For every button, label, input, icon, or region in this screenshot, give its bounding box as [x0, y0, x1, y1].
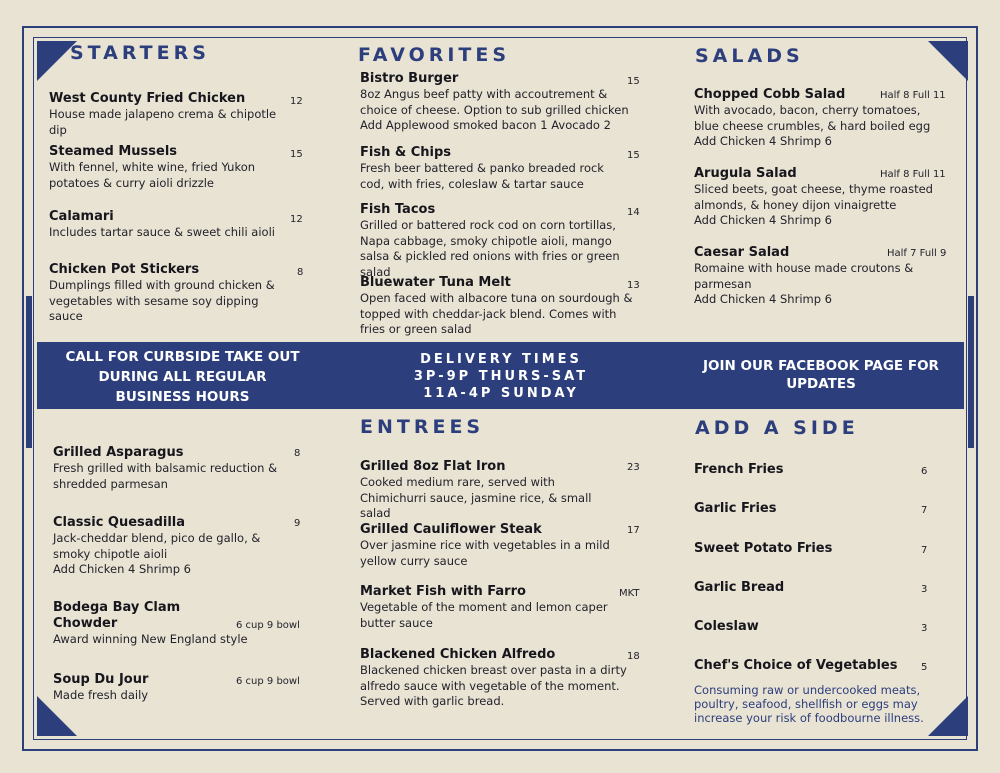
item-description: Made fresh daily [53, 688, 149, 702]
food-safety-disclaimer: Consuming raw or undercooked meats, poultry, seafood, shellfish or eggs may increase your risk of foodbourne illness. [694, 683, 924, 725]
item-price: 13 [627, 280, 640, 291]
item-name: Bluewater Tuna Melt [360, 275, 511, 290]
item-description: Sliced beets, goat cheese, thyme roasted almonds, & honey dijon vinaigrette [694, 182, 933, 212]
menu-item [360, 275, 635, 338]
item-addon: Add Chicken 4 Shrimp 6 [694, 292, 832, 306]
item-price: 15 [627, 150, 640, 161]
item-description: Blackened chicken breast over pasta in a dirty alfredo sauce with vegetable of the moment. Served with garlic bread. [360, 663, 627, 708]
menu-item [49, 91, 289, 138]
item-description: Romaine with house made croutons & parmesan [694, 261, 914, 291]
item-price: MKT [619, 588, 640, 599]
side-name: Coleslaw [694, 619, 759, 634]
item-description: Award winning New England style [53, 632, 248, 646]
item-price: 6 cup 9 bowl [236, 620, 300, 631]
item-description: Fresh beer battered & panko breaded rock cod, with fries, coleslaw & tartar sauce [360, 161, 604, 191]
menu-item [360, 145, 622, 192]
left-rail [26, 296, 32, 448]
item-description: Dumplings filled with ground chicken & vegetables with sesame soy dipping sauce [49, 278, 275, 323]
item-name: Fish Tacos [360, 202, 436, 217]
item-price: 12 [290, 214, 303, 225]
item-addon: Add Chicken 4 Shrimp 6 [694, 213, 832, 227]
item-description: Open faced with albacore tuna on sourdough & topped with cheddar-jack blend. Comes with fries or green salad [360, 291, 633, 336]
item-name: Bodega Bay Clam Chowder [53, 600, 181, 631]
menu-item [49, 262, 289, 325]
item-name: Classic Quesadilla [53, 515, 186, 530]
item-price: 17 [627, 525, 640, 536]
menu-item [360, 71, 636, 134]
item-price: Half 8 Full 11 [880, 90, 946, 101]
item-price: Half 7 Full 9 [887, 248, 947, 259]
item-price: 18 [627, 651, 640, 662]
side-price: 3 [921, 623, 928, 634]
menu-item [53, 672, 233, 704]
item-price: 14 [627, 207, 640, 218]
menu-item [360, 522, 628, 569]
menu-item [49, 144, 295, 191]
item-name: Grilled Cauliflower Steak [360, 522, 542, 537]
menu-item [360, 202, 640, 280]
corner-ornament-top-right [928, 41, 968, 81]
side-price: 7 [921, 545, 928, 556]
menu-item [360, 459, 622, 522]
item-description: With avocado, bacon, cherry tomatoes, blue cheese crumbles, & hard boiled egg [694, 103, 931, 133]
item-price: 15 [290, 149, 303, 160]
item-description: Fresh grilled with balsamic reduction & shredded parmesan [53, 461, 278, 491]
item-addon: Add Applewood smoked bacon 1 Avocado 2 [360, 118, 611, 132]
side-name: Chef's Choice of Vegetables [694, 658, 898, 673]
delivery-times-weekday: 3P-9P THURS-SAT [413, 369, 589, 384]
item-name: Soup Du Jour [53, 672, 149, 687]
item-name: Grilled 8oz Flat Iron [360, 459, 506, 474]
side-price: 7 [921, 505, 928, 516]
item-description: House made jalapeno crema & chipotle dip [49, 107, 277, 137]
item-description: Cooked medium rare, served with Chimichurri sauce, jasmine rice, & small salad [360, 475, 592, 520]
item-price: 8 [294, 448, 301, 459]
menu-item [53, 600, 248, 648]
delivery-times-title: DELIVERY TIMES [420, 352, 582, 367]
item-description: Jack-cheddar blend, pico de gallo, & smoky chipotle aioli [53, 531, 261, 561]
item-name: Bistro Burger [360, 71, 459, 86]
menu-item [360, 647, 640, 710]
side-name: Sweet Potato Fries [694, 541, 833, 556]
item-description: Vegetable of the moment and lemon caper butter sauce [360, 600, 608, 630]
item-price: 6 cup 9 bowl [236, 676, 300, 687]
item-name: Caesar Salad [694, 245, 790, 260]
item-price: 15 [627, 76, 640, 87]
item-price: 23 [627, 462, 640, 473]
item-description: 8oz Angus beef patty with accoutrement & choice of cheese. Option to sub grilled chicken [360, 87, 629, 117]
menu-item [49, 209, 289, 241]
side-price: 6 [921, 466, 928, 477]
item-name: Blackened Chicken Alfredo [360, 647, 556, 662]
item-name: West County Fried Chicken [49, 91, 246, 106]
item-name: Market Fish with Farro [360, 584, 526, 599]
salads-heading: SALADS [695, 45, 804, 67]
delivery-times-sunday: 11A-4P SUNDAY [423, 386, 579, 401]
side-price: 3 [921, 584, 928, 595]
item-name: Calamari [49, 209, 114, 224]
item-price: 12 [290, 96, 303, 107]
side-name: French Fries [694, 462, 784, 477]
starters-heading: STARTERS [70, 42, 210, 64]
item-description: Over jasmine rice with vegetables in a mild yellow curry sauce [360, 538, 610, 568]
item-description: With fennel, white wine, fried Yukon potatoes & curry aioli drizzle [49, 160, 256, 190]
item-addon: Add Chicken 4 Shrimp 6 [694, 134, 832, 148]
item-addon: Add Chicken 4 Shrimp 6 [53, 562, 191, 576]
item-price: Half 8 Full 11 [880, 169, 946, 180]
item-name: Grilled Asparagus [53, 445, 184, 460]
facebook-notice: JOIN OUR FACEBOOK PAGE FOR UPDATES [703, 358, 939, 392]
item-description: Includes tartar sauce & sweet chili aioli [49, 225, 275, 239]
menu-item [53, 445, 289, 492]
add-a-side-heading: ADD A SIDE [695, 417, 859, 439]
curbside-notice: CALL FOR CURBSIDE TAKE OUT DURING ALL REGULAR BUSINESS HOURS [65, 349, 300, 405]
item-price: 9 [294, 518, 301, 529]
menu-item [53, 515, 297, 578]
item-description: Grilled or battered rock cod on corn tortillas, Napa cabbage, smoky chipotle aioli, mango salsa & pickled red onions with fries or green salad [360, 218, 620, 279]
item-price: 8 [297, 267, 304, 278]
item-name: Chicken Pot Stickers [49, 262, 200, 277]
side-price: 5 [921, 662, 928, 673]
item-name: Arugula Salad [694, 166, 797, 181]
right-rail [968, 296, 974, 448]
menu-item [360, 584, 622, 631]
item-name: Chopped Cobb Salad [694, 87, 846, 102]
entrees-heading: ENTREES [360, 416, 485, 438]
favorites-heading: FAVORITES [358, 44, 511, 66]
side-name: Garlic Fries [694, 501, 777, 516]
item-name: Steamed Mussels [49, 144, 178, 159]
side-name: Garlic Bread [694, 580, 785, 595]
item-name: Fish & Chips [360, 145, 452, 160]
